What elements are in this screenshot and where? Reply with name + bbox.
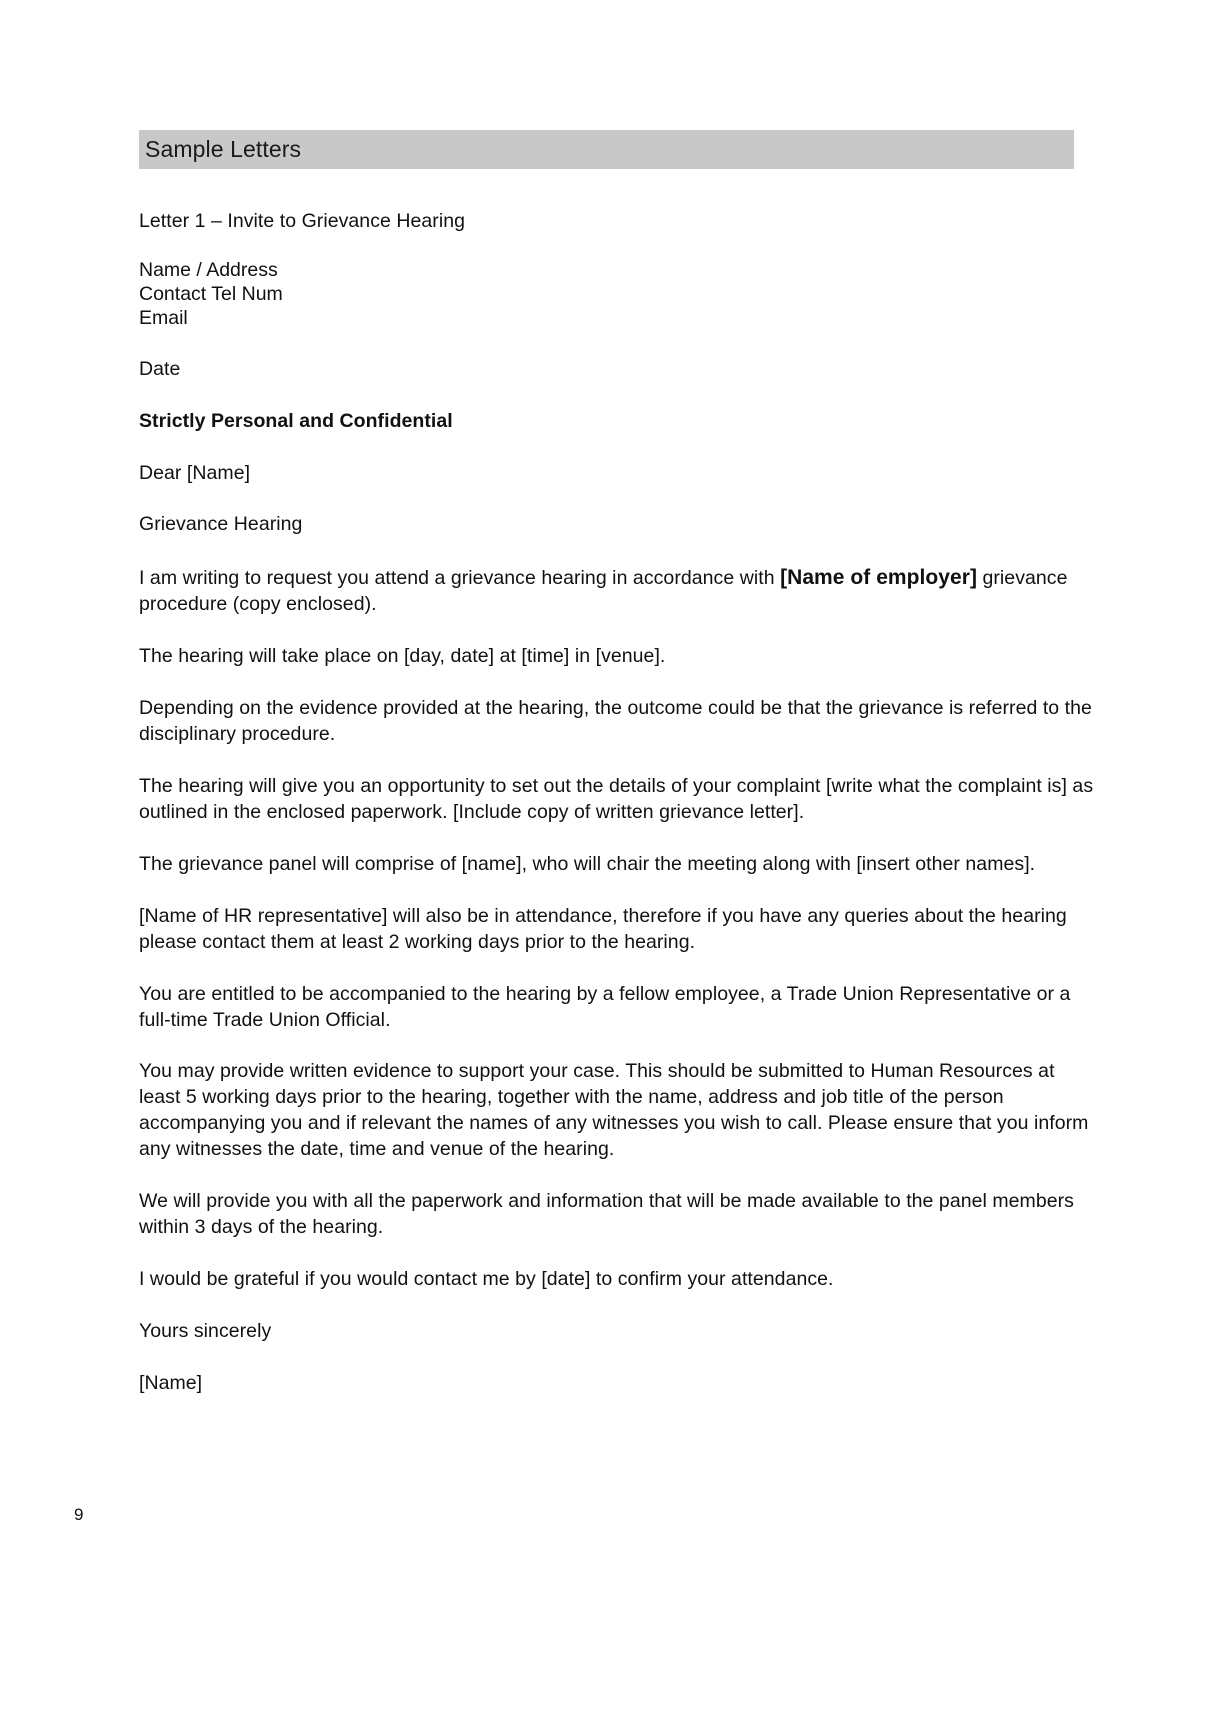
paragraph-5: The grievance panel will comprise of [name], who will chair the meeting along with [insert other names]. — [139, 852, 1036, 875]
closing-salutation: Yours sincerely — [139, 1319, 272, 1342]
paragraph-3: Depending on the evidence provided at the hearing, the outcome could be that the grievance is referred to the disciplinary procedure. — [139, 697, 1092, 746]
paragraph-4: The hearing will give you an opportunity to set out the details of your complaint [write what the complaint is] as outlined in the enclosed paperwork. [Include copy of written grievance letter]. — [139, 775, 1094, 823]
date-label: Date — [139, 357, 181, 380]
sender-block — [139, 259, 1099, 330]
letter-content — [139, 130, 1099, 1423]
paragraph-1 — [139, 564, 1099, 618]
paragraph-9: We will provide you with all the paperwork and information that will be made available to the panel members within 3 days of the hearing. — [139, 1190, 1074, 1239]
paragraph-10: I would be grateful if you would contact me by [date] to confirm your attendance. — [139, 1267, 834, 1290]
page-title: Sample Letters — [145, 136, 302, 162]
paragraph-1-before-bold: I am writing to request you attend a grievance hearing in accordance with — [139, 567, 781, 590]
salutation: Dear [Name] — [139, 461, 251, 484]
confidentiality-notice: Strictly Personal and Confidential — [139, 409, 453, 432]
signature-name: [Name] — [139, 1371, 203, 1394]
page-number: 9 — [74, 1505, 84, 1524]
paragraph-8: You may provide written evidence to support your case. This should be submitted to Human Resources at least 5 working days prior to the hearing, together with the name, address and job title of the person accompanying you and if relevant the names of any witnesses you wish to call. Please ensure that you inform any witnesses the date, time and venue of the hearing. — [139, 1060, 1089, 1161]
sender-name-address: Name / Address — [139, 259, 278, 282]
paragraph-7: You are entitled to be accompanied to the hearing by a fellow employee, a Trade Union Representative or a full-time Trade Union Official. — [139, 982, 1071, 1031]
section-banner — [139, 130, 1074, 169]
sender-email: Email — [139, 306, 188, 329]
employer-name-placeholder: [Name of employer] — [780, 566, 978, 590]
sender-contact-tel: Contact Tel Num — [139, 283, 283, 306]
paragraph-6: [Name of HR representative] will also be in attendance, therefore if you have any queries about the hearing please contact them at least 2 working days prior to the hearing. — [139, 904, 1067, 953]
paragraph-1-after-bold: grievance procedure (copy enclosed). — [139, 567, 1068, 616]
paragraph-2: The hearing will take place on [day, date] at [time] in [venue]. — [139, 645, 666, 668]
subject-line: Grievance Hearing — [139, 513, 303, 536]
letter-heading: Letter 1 – Invite to Grievance Hearing — [139, 210, 465, 233]
